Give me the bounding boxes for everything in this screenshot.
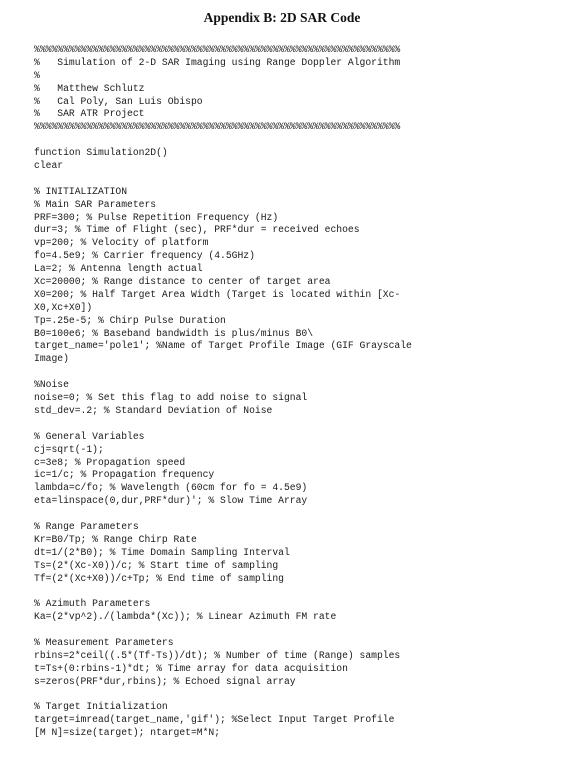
code-line: X0=200; % Half Target Area Width (Target is located within [Xc-: [34, 288, 401, 300]
code-line: % INITIALIZATION: [34, 185, 128, 197]
code-line: eta=linspace(0,dur,PRF*dur)'; % Slow Time Array: [34, 495, 308, 507]
code-line: [34, 689, 412, 702]
code-line: Xc=20000; % Range distance to center of target area: [34, 276, 331, 288]
code-line: fo=4.5e9; % Carrier frequency (4.5GHz): [34, 250, 255, 262]
code-line: function Simulation2D(): [34, 147, 168, 159]
code-line: clear: [34, 160, 64, 172]
code-line: vp=200; % Velocity of platform: [34, 237, 209, 249]
code-block: [34, 44, 412, 740]
page-title: Appendix B: 2D SAR Code: [203, 10, 361, 25]
code-line: [34, 173, 412, 186]
code-line: Tf=(2*(Xc+X0))/c+Tp; % End time of sampling: [34, 572, 284, 584]
code-line: noise=0; % Set this flag to add noise to signal: [34, 392, 308, 404]
code-line: Tp=.25e-5; % Chirp Pulse Duration: [34, 314, 226, 326]
code-line: lambda=c/fo; % Wavelength (60cm for fo = 4.5e9): [34, 482, 308, 494]
code-line: Ts=(2*(Xc-X0))/c; % Start time of sampling: [34, 559, 279, 571]
code-line: La=2; % Antenna length actual: [34, 263, 203, 275]
code-line: std_dev=.2; % Standard Deviation of Noise: [34, 404, 273, 416]
code-line: %%%%%%%%%%%%%%%%%%%%%%%%%%%%%%%%%%%%%%%%%%%%%%%%%%%%%%%%%%%%%%%: [34, 121, 401, 133]
code-line: [34, 418, 412, 431]
code-line: % Azimuth Parameters: [34, 598, 151, 610]
code-line: % Measurement Parameters: [34, 636, 174, 648]
code-line: B0=100e6; % Baseband bandwidth is plus/minus B0\: [34, 327, 314, 339]
code-line: X0,Xc+X0]): [34, 301, 93, 313]
code-line: % Main SAR Parameters: [34, 198, 157, 210]
code-line: Image): [34, 353, 69, 365]
code-line: dt=1/(2*B0); % Time Domain Sampling Interval: [34, 546, 290, 558]
code-line: %: [34, 69, 40, 81]
code-line: rbins=2*ceil((.5*(Tf-Ts))/dt); % Number of time (Range) samples: [34, 649, 401, 661]
code-line: [34, 585, 412, 598]
code-line: [34, 624, 412, 637]
code-line: ic=1/c; % Propagation frequency: [34, 469, 215, 481]
code-line: s=zeros(PRF*dur,rbins); % Echoed signal array: [34, 675, 296, 687]
code-line: Ka=(2*vp^2)./(lambda*(Xc)); % Linear Azimuth FM rate: [34, 611, 337, 623]
code-line: % Range Parameters: [34, 520, 139, 532]
code-line: target_name='pole1'; %Name of Target Profile Image (GIF Grayscale: [34, 340, 412, 352]
code-line: c=3e8; % Propagation speed: [34, 456, 186, 468]
code-line: [M N]=size(target); ntarget=M*N;: [34, 727, 221, 739]
code-line: Kr=B0/Tp; % Range Chirp Rate: [34, 533, 197, 545]
code-line: [34, 508, 412, 521]
code-line: % Target Initialization: [34, 701, 168, 713]
code-line: [34, 366, 412, 379]
code-line: % Matthew Schlutz: [34, 82, 145, 94]
code-line: %Noise: [34, 379, 69, 391]
code-line: target=imread(target_name,'gif'); %Select Input Target Profile: [34, 714, 395, 726]
code-line: % General Variables: [34, 430, 145, 442]
code-line: % Cal Poly, San Luis Obispo: [34, 95, 203, 107]
code-line: PRF=300; % Pulse Repetition Frequency (Hz): [34, 211, 279, 223]
code-line: dur=3; % Time of Flight (sec), PRF*dur = received echoes: [34, 224, 360, 236]
code-line: % Simulation of 2-D SAR Imaging using Range Doppler Algorithm: [34, 56, 401, 68]
code-line: % SAR ATR Project: [34, 108, 145, 120]
code-line: t=Ts+(0:rbins-1)*dt; % Time array for data acquisition: [34, 662, 348, 674]
code-line: %%%%%%%%%%%%%%%%%%%%%%%%%%%%%%%%%%%%%%%%%%%%%%%%%%%%%%%%%%%%%%%: [34, 44, 401, 55]
code-line: cj=sqrt(-1);: [34, 443, 104, 455]
code-line: [34, 134, 412, 147]
